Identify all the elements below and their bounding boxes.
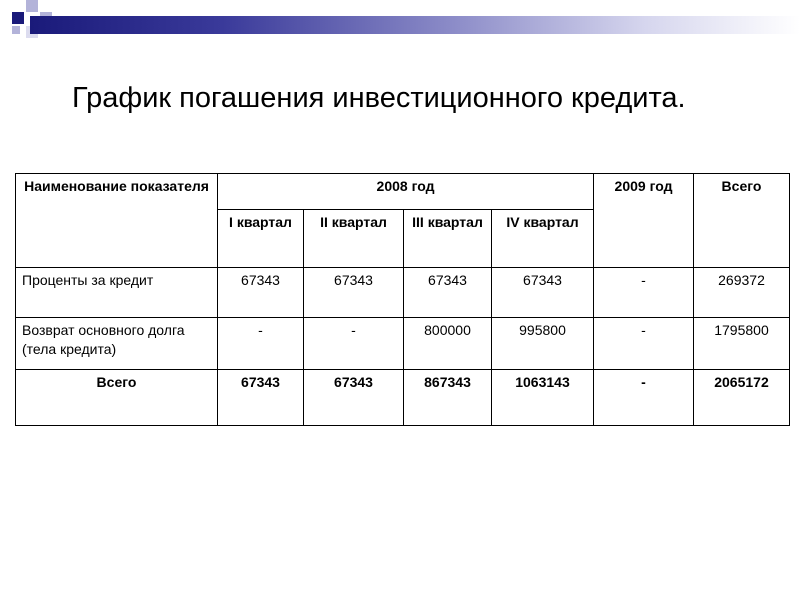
cell-q3: 867343 (404, 370, 492, 426)
header-indicator: Наименование показателя (16, 174, 218, 268)
header-quarter-3: III квартал (404, 210, 492, 268)
cell-q4: 1063143 (492, 370, 594, 426)
header-year-2008: 2008 год (218, 174, 594, 210)
cell-q3: 800000 (404, 318, 492, 370)
header-gradient-bar (30, 16, 800, 34)
cell-total: 2065172 (694, 370, 790, 426)
cell-q1: 67343 (218, 268, 304, 318)
table-total-row (16, 370, 790, 426)
repayment-schedule-table (15, 173, 790, 426)
cell-q3: 67343 (404, 268, 492, 318)
header-quarter-4: IV квартал (492, 210, 594, 268)
decor-square (12, 26, 20, 34)
cell-2009: - (594, 318, 694, 370)
cell-total: 269372 (694, 268, 790, 318)
cell-q4: 995800 (492, 318, 594, 370)
page-title: График погашения инвестиционного кредита. (72, 82, 686, 114)
table-row (16, 268, 790, 318)
cell-2009: - (594, 370, 694, 426)
header-quarter-1: I квартал (218, 210, 304, 268)
header-quarter-2: II квартал (304, 210, 404, 268)
table-header-row (16, 174, 790, 210)
row-label: Возврат основного долга (тела кредита) (16, 318, 218, 370)
cell-q2: 67343 (304, 370, 404, 426)
header-year-2009: 2009 год (594, 174, 694, 268)
decor-square (26, 0, 38, 12)
cell-q4: 67343 (492, 268, 594, 318)
cell-q1: 67343 (218, 370, 304, 426)
cell-q2: - (304, 318, 404, 370)
cell-q1: - (218, 318, 304, 370)
table-row (16, 318, 790, 370)
cell-q2: 67343 (304, 268, 404, 318)
cell-total: 1795800 (694, 318, 790, 370)
cell-2009: - (594, 268, 694, 318)
header-total: Всего (694, 174, 790, 268)
decor-square (12, 12, 24, 24)
header-decoration (0, 0, 800, 48)
row-label: Всего (16, 370, 218, 426)
row-label: Проценты за кредит (16, 268, 218, 318)
